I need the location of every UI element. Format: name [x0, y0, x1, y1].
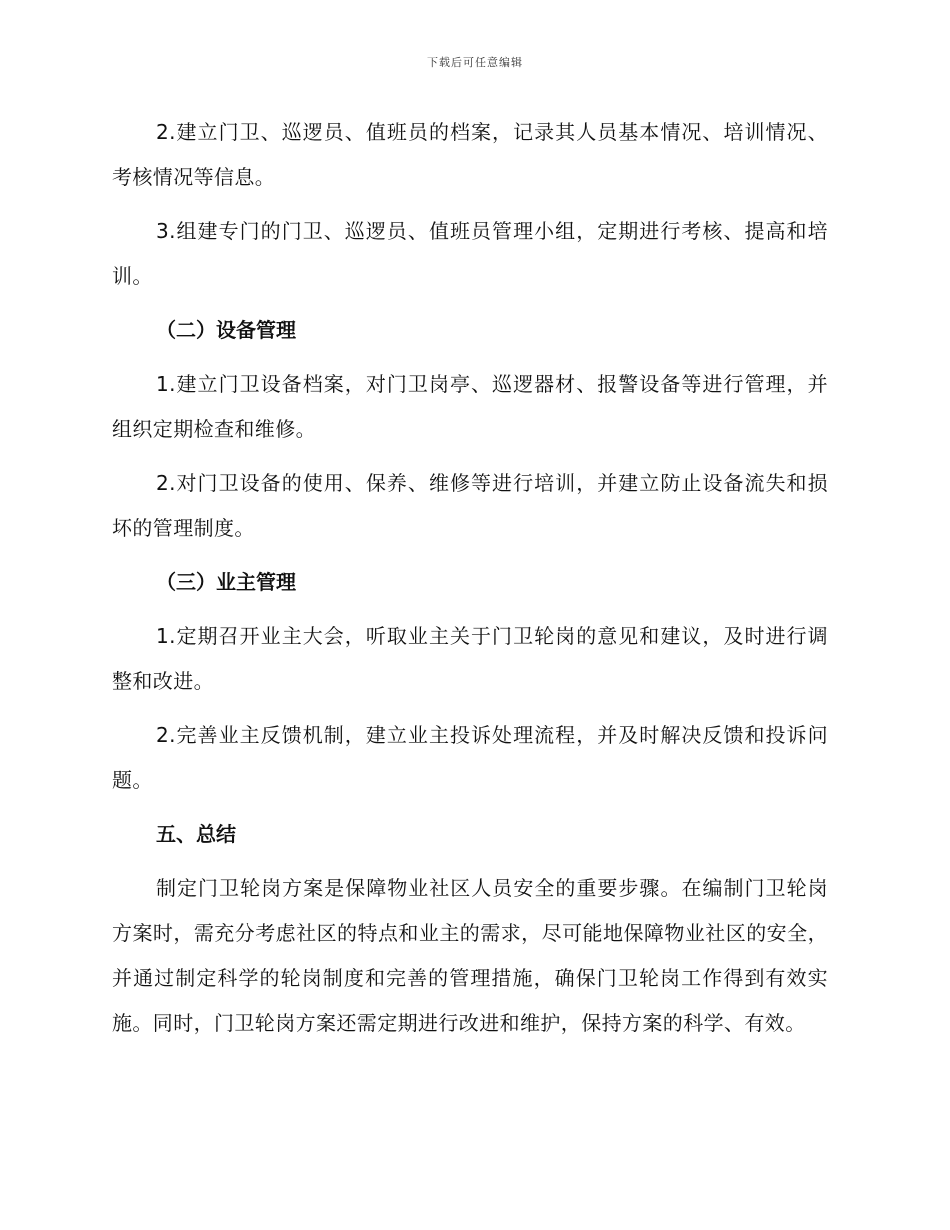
section-heading-summary: 五、总结	[156, 822, 236, 846]
paragraph-management-group: 3.组建专门的门卫、巡逻员、值班员管理小组，定期进行考核、提高和培训。	[112, 219, 828, 288]
page-header-note: 下载后可任意编辑	[427, 56, 523, 69]
paragraph-summary: 制定门卫轮岗方案是保障物业社区人员安全的重要步骤。在编制门卫轮岗方案时，需充分考虑社区的特点和业主的需求，尽可能地保障物业社区的安全，并通过制定科学的轮岗制度和完善的管理措施，确保门卫轮岗工作得到有效实施。同时，门卫轮岗方案还需定期进行改进和维护，保持方案的科学、有效。	[112, 876, 828, 1035]
section-heading-owners: （三）业主管理	[156, 570, 296, 594]
paragraph-staff-records: 2.建立门卫、巡逻员、值班员的档案，记录其人员基本情况、培训情况、考核情况等信息。	[112, 120, 828, 189]
paragraph-equipment-records: 1.建立门卫设备档案，对门卫岗亭、巡逻器材、报警设备等进行管理，并组织定期检查和维修。	[112, 372, 828, 441]
section-heading-equipment: （二）设备管理	[156, 318, 296, 342]
paragraph-equipment-training: 2.对门卫设备的使用、保养、维修等进行培训，并建立防止设备流失和损坏的管理制度。	[112, 471, 828, 540]
document-body	[112, 110, 828, 1055]
paragraph-owner-feedback: 2.完善业主反馈机制，建立业主投诉处理流程，并及时解决反馈和投诉问题。	[112, 723, 828, 792]
paragraph-owner-meeting: 1.定期召开业主大会，听取业主关于门卫轮岗的意见和建议，及时进行调整和改进。	[112, 624, 828, 693]
